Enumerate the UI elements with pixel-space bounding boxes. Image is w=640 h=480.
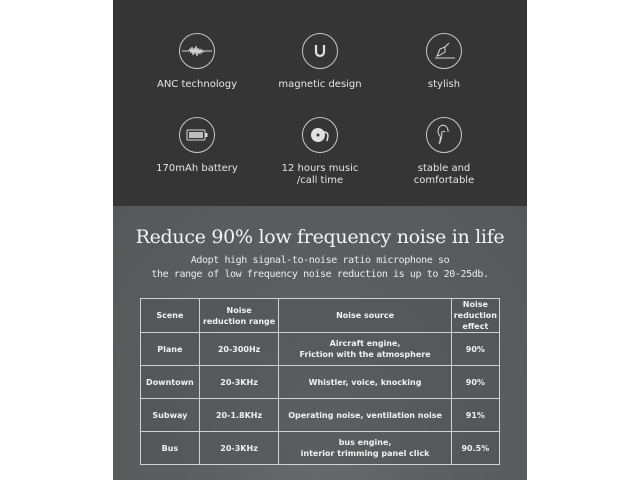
col-range: Noise reduction range [199, 299, 279, 333]
col-source: Noise source [279, 299, 451, 333]
table-row: Downtown 20-3KHz Whistler, voice, knocking 90% [141, 366, 500, 399]
feature-stylish: stylish [375, 33, 513, 91]
feature-anc: ANC technology [128, 33, 266, 91]
product-page [113, 0, 527, 480]
ear-icon [426, 117, 462, 153]
music-disc-icon [302, 117, 338, 153]
feature-magnetic: magnetic design [251, 33, 389, 91]
noise-table [140, 298, 500, 465]
table-row: Plane 20-300Hz Aircraft engine, Friction with the atmosphere 90% [141, 333, 500, 366]
col-scene: Scene [141, 299, 200, 333]
feature-battery: 170mAh battery [128, 117, 266, 175]
pen-nib-icon [426, 33, 462, 69]
section-subtitle: Adopt high signal-to-noise ratio microphone so the range of low frequency noise reduction is up to 20-25db. [151, 255, 489, 280]
section-title: Reduce 90% low frequency noise in life [135, 226, 505, 248]
table-row: Bus 20-3KHz bus engine, interior trimming panel click 90.5% [141, 432, 500, 465]
table-row: Subway 20-1.8KHz Operating noise, ventilation noise 91% [141, 399, 500, 432]
sound-wave-icon [179, 33, 215, 69]
table-header-row [141, 299, 500, 333]
col-effect: Noise reduction effect [451, 299, 499, 333]
features-panel [113, 0, 527, 206]
feature-comfort: stable and comfortable [375, 117, 513, 187]
feature-music: 12 hours music /call time [251, 117, 389, 187]
magnet-icon [302, 33, 338, 69]
noise-section [113, 206, 527, 480]
battery-icon [179, 117, 215, 153]
